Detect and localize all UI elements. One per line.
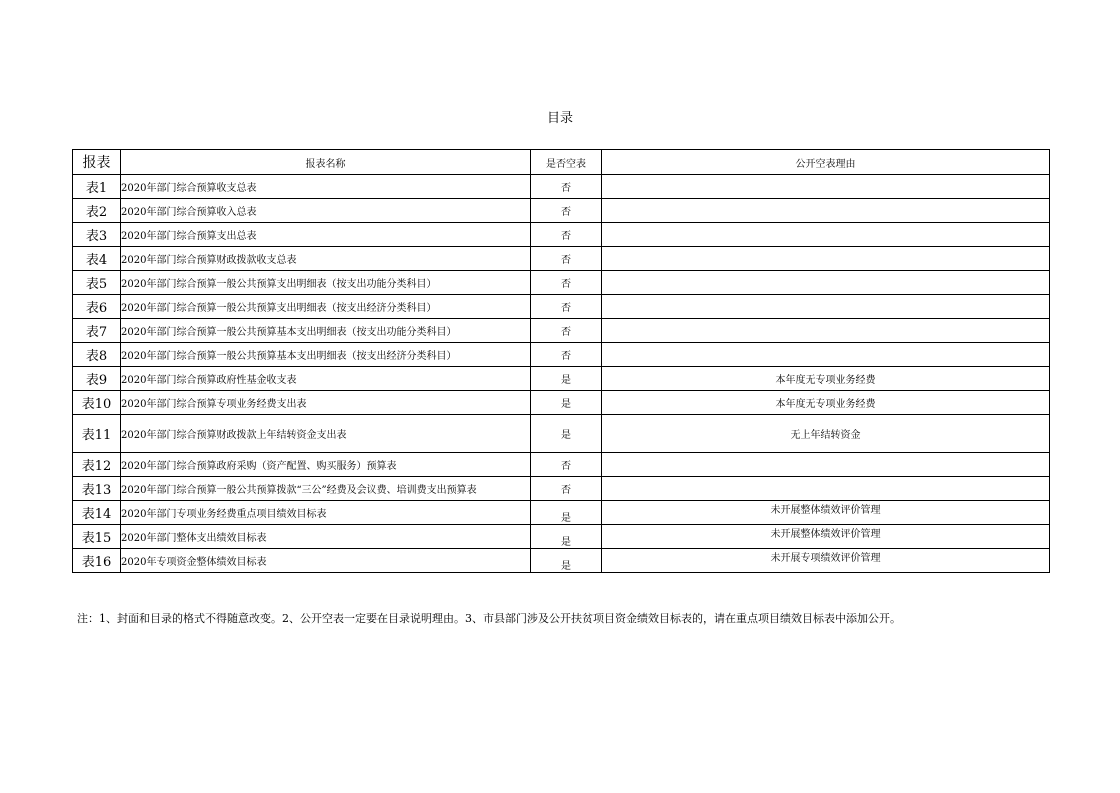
report-name-cell: 2020年部门综合预算政府采购（资产配置、购买服务）预算表 [121,453,531,477]
table-row [73,453,1050,477]
toc-table [72,149,1050,573]
report-no-cell: 表7 [73,319,121,343]
table-row [73,549,1050,573]
is-empty-cell: 是 [531,391,602,415]
report-name-cell: 2020年部门综合预算专项业务经费支出表 [121,391,531,415]
table-row [73,247,1050,271]
table-row [73,343,1050,367]
header-is-empty: 是否空表 [531,150,602,175]
report-name-cell: 2020年专项资金整体绩效目标表 [121,549,531,573]
reason-cell [602,477,1050,501]
report-name-cell: 2020年部门综合预算政府性基金收支表 [121,367,531,391]
reason-cell [602,343,1050,367]
table-row [73,525,1050,549]
reason-cell [602,199,1050,223]
is-empty-cell: 否 [531,343,602,367]
report-name-cell: 2020年部门综合预算一般公共预算基本支出明细表（按支出功能分类科目） [121,319,531,343]
is-empty-cell: 否 [531,295,602,319]
reason-cell [602,453,1050,477]
report-no-cell: 表8 [73,343,121,367]
table-row [73,415,1050,453]
reason-cell [602,319,1050,343]
reason-cell [602,247,1050,271]
report-no-cell: 表14 [73,501,121,525]
header-report-name: 报表名称 [121,150,531,175]
page-title: 目录 [546,111,573,126]
is-empty-cell: 是 [531,501,602,525]
report-no-cell: 表12 [73,453,121,477]
report-no-cell: 表15 [73,525,121,549]
is-empty-cell: 否 [531,223,602,247]
is-empty-cell: 否 [531,175,602,199]
reason-cell [602,223,1050,247]
report-name-cell: 2020年部门专项业务经费重点项目绩效目标表 [121,501,531,525]
report-no-cell: 表11 [73,415,121,453]
report-name-cell: 2020年部门综合预算一般公共预算支出明细表（按支出经济分类科目） [121,295,531,319]
is-empty-cell: 否 [531,199,602,223]
report-no-cell: 表13 [73,477,121,501]
table-row [73,175,1050,199]
report-name-cell: 2020年部门整体支出绩效目标表 [121,525,531,549]
reason-cell: 无上年结转资金 [602,415,1050,453]
report-name-cell: 2020年部门综合预算一般公共预算支出明细表（按支出功能分类科目） [121,271,531,295]
report-no-cell: 表2 [73,199,121,223]
reason-cell: 未开展专项绩效评价管理 [602,549,1050,573]
footnote: 注：1、封面和目录的格式不得随意改变。2、公开空表一定要在目录说明理由。3、市县部门涉及公开扶贫项目资金绩效目标表的，请在重点项目绩效目标表中添加公开。 [77,612,901,625]
is-empty-cell: 是 [531,415,602,453]
table-header-row [73,150,1050,175]
reason-cell: 本年度无专项业务经费 [602,367,1050,391]
reason-cell: 本年度无专项业务经费 [602,391,1050,415]
is-empty-cell: 否 [531,477,602,501]
report-no-cell: 表16 [73,549,121,573]
table-row [73,223,1050,247]
table-row [73,501,1050,525]
report-no-cell: 表1 [73,175,121,199]
is-empty-cell: 是 [531,367,602,391]
reason-cell [602,175,1050,199]
report-no-cell: 表10 [73,391,121,415]
report-name-cell: 2020年部门综合预算收支总表 [121,175,531,199]
reason-cell [602,295,1050,319]
header-reason: 公开空表理由 [602,150,1050,175]
reason-cell: 未开展整体绩效评价管理 [602,501,1050,525]
is-empty-cell: 是 [531,525,602,549]
report-no-cell: 表6 [73,295,121,319]
report-name-cell: 2020年部门综合预算财政拨款上年结转资金支出表 [121,415,531,453]
report-no-cell: 表5 [73,271,121,295]
table-row [73,199,1050,223]
is-empty-cell: 是 [531,549,602,573]
header-report-no: 报表 [73,150,121,175]
is-empty-cell: 否 [531,453,602,477]
reason-cell [602,271,1050,295]
table-row [73,319,1050,343]
is-empty-cell: 否 [531,319,602,343]
report-no-cell: 表3 [73,223,121,247]
table-row [73,295,1050,319]
table-row [73,477,1050,501]
table-row [73,367,1050,391]
is-empty-cell: 否 [531,247,602,271]
report-name-cell: 2020年部门综合预算一般公共预算拨款“三公”经费及会议费、培训费支出预算表 [121,477,531,501]
report-name-cell: 2020年部门综合预算支出总表 [121,223,531,247]
report-name-cell: 2020年部门综合预算财政拨款收支总表 [121,247,531,271]
report-no-cell: 表9 [73,367,121,391]
report-name-cell: 2020年部门综合预算收入总表 [121,199,531,223]
table-row [73,271,1050,295]
reason-cell: 未开展整体绩效评价管理 [602,525,1050,549]
is-empty-cell: 否 [531,271,602,295]
table-row [73,391,1050,415]
report-no-cell: 表4 [73,247,121,271]
report-name-cell: 2020年部门综合预算一般公共预算基本支出明细表（按支出经济分类科目） [121,343,531,367]
